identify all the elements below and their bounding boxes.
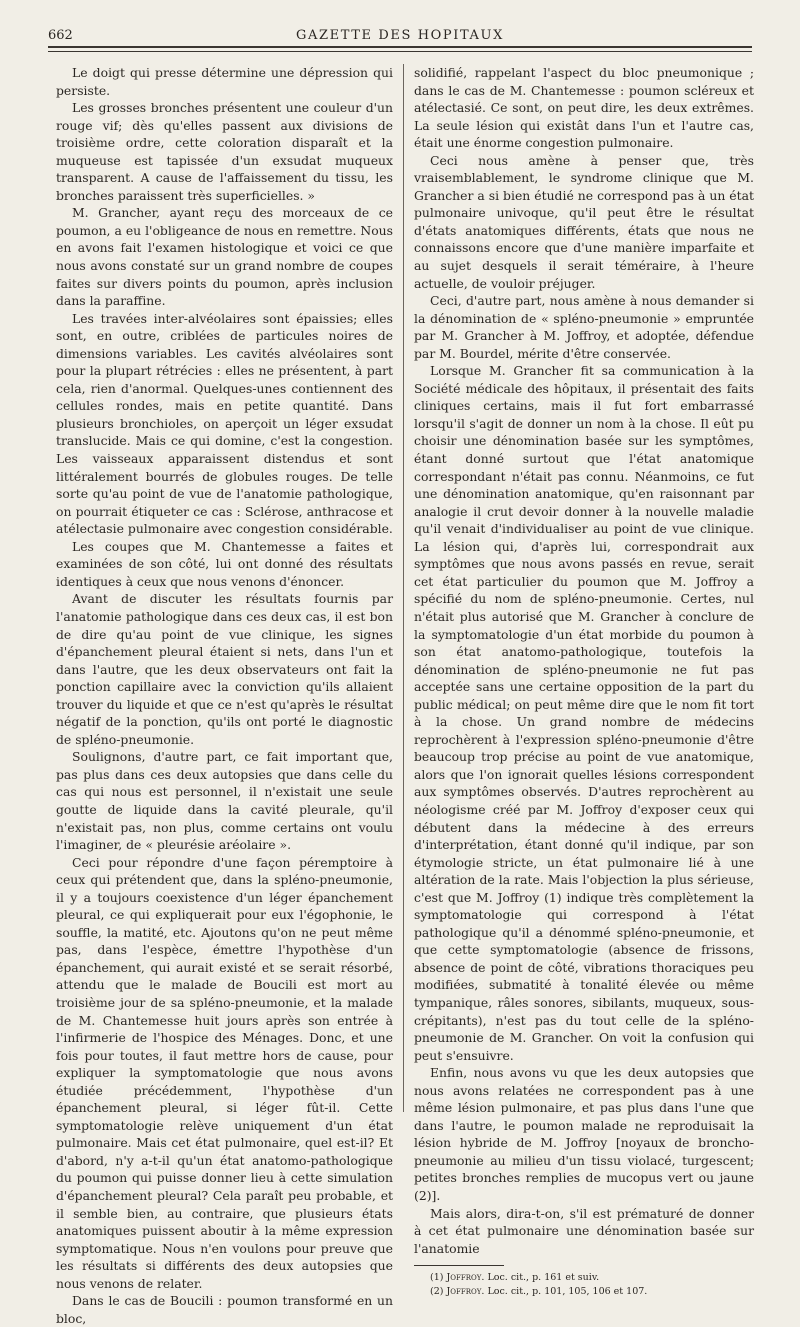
page-header <box>48 26 752 48</box>
header-rule <box>48 46 752 48</box>
footnote-reference: . Loc. cit., p. 161 et suiv. <box>481 1272 600 1284</box>
paragraph: M. Grancher, ayant reçu des morceaux de ce poumon, a eu l'obligeance de nous en remettre. Nous en avons fait l'examen histologique et voici ce que nous avons constaté sur un grand nombre de coupes faites sur divers points du poumon, après inclusion dans la paraffine. <box>56 205 393 309</box>
footnote-marker: (1) <box>430 1272 444 1284</box>
paragraph: Ceci nous amène à penser que, très vraisemblablement, le syndrome clinique que M. Grancher a si bien étudié ne correspond pas à un état pulmonaire univoque, qu'il peut être le résultat d'états anatomiques différents, états que nous ne connaissons encore que d'une manière imparfaite et au sujet desquels il serait téméraire, à l'heure actuelle, de vouloir préjuger. <box>414 152 754 291</box>
footnote-marker: (2) <box>430 1285 444 1297</box>
paragraph: Mais alors, dira-t-on, s'il est prématuré de donner à cet état pulmonaire une dénomination basée sur l'anatomie <box>414 1205 754 1256</box>
paragraph: Lorsque M. Grancher fit sa communication à la Société médicale des hôpitaux, il présentait des faits cliniques certains, mais il fut fort embarrassé lorsqu'il s'agit de donner un nom à la chose. Il eût pu choisir une dénomination basée sur les symptômes, étant donné surtout que l'état anatomique correspondant n'était pas connu. Néanmoins, ce fut une dénomination anatomique, qu'en raisonnant par analogie il crut devoir donner à la nouvelle maladie qu'il venait d'individualiser au point de vue clinique. La lésion qui, d'après lui, correspondrait aux symptômes que nous avons passés en revue, serait cet état particulier du poumon que M. Joffroy a spécifié du nom de spléno-pneumonie. Certes, nul n'était plus autorisé que M. Grancher à conclure de la symptomatologie d'un état morbide du poumon à son état anatomo-pathologique, toutefois la dénomination de spléno-pneumonie ne fut pas acceptée sans une certaine opposition de la part du public médical; on peut même dire que le nom fit tort à la chose. Un grand nombre de médecins reprochèrent à l'expression spléno-pneumonie d'être beaucoup trop précise au point de vue anatomique, alors que l'on ignorait quelles lésions correspondent aux symptômes observés. D'autres reprochèrent au néologisme créé par M. Joffroy d'exposer ceux qui débutent dans la médecine à des erreurs d'interprétation, étant donné qu'il indique, par son étymologie stricte, un état pulmonaire lié à une altération de la rate. Mais l'objection la plus sérieuse, c'est que M. Joffroy (1) indique très complètement la symptomatologie qui correspond à l'état pathologique qu'il a dénommé spléno-pneumonie, et que cette symptomatologie (absence de frissons, absence de point de côté, vibrations thoraciques peu modifiées, submatité à tonalité élevée ou même tympanique, râles sonores, sibilants, muqueux, sous-crépitants), n'est pas du tout celle de la spléno-pneumonie de M. Grancher. On voit la confusion qui peut s'ensuivre. <box>414 363 754 1063</box>
left-column <box>56 64 393 1327</box>
column-divider <box>403 64 404 1112</box>
paragraph: Le doigt qui presse détermine une dépression qui persiste. <box>56 65 393 98</box>
paragraph: solidifié, rappelant l'aspect du bloc pneumonique ; dans le cas de M. Chantemesse : poumon scléreux et atélectasié. Ce sont, on peut dire, les deux extrêmes. La seule lésion qui existât dans l'un et l'autre cas, était une énorme congestion pulmonaire. <box>414 65 754 151</box>
paragraph: Les coupes que M. Chantemesse a faites et examinées de son côté, lui ont donné des résultats identiques à ceux que nous venons d'énoncer. <box>56 538 393 589</box>
footnote <box>414 1271 754 1285</box>
header-rule-thin <box>48 51 752 52</box>
footnote-author: Joffroy <box>446 1272 482 1284</box>
paragraph: Ceci pour répondre d'une façon péremptoire à ceux qui prétendent que, dans la spléno-pneumonie, il y a toujours coexistence d'un léger épanchement pleural, ce qui expliquerait pour eux l'égophonie, le souffle, la matité, etc. Ajoutons qu'on ne peut même pas, dans l'espèce, émettre l'hypothèse d'un épanchement, qui aurait existé et se serait résorbé, attendu que le malade de Boucili est mort au troisième jour de sa spléno-pneumonie, et la malade de M. Chantemesse huit jours après son entrée à l'infirmerie de l'hospice des Ménages. Donc, et une fois pour toutes, il faut mettre hors de cause, pour expliquer la symptomatologie que nous avons étudiée précédemment, l'hypothèse d'un épanchement pleural, si léger fût-il. Cette symptomatologie relève uniquement d'un état pulmonaire. Mais cet état pulmonaire, quel est-il? Et d'abord, n'y a-t-il qu'un état anatomo-pathologique du poumon qui puisse donner lieu à cette simulation d'épanchement pleural? Cela paraît peu probable, et il semble bien, au contraire, que plusieurs états anatomiques puissent aboutir à la même expression symptomatique. Nous n'en voulons pour preuve que les résultats si différents des deux autopsies que nous venons de relater. <box>56 854 393 1291</box>
paragraph: Enfin, nous avons vu que les deux autopsies que nous avons relatées ne correspondent pas à une même lésion pulmonaire, et pas plus dans l'une que dans l'autre, le poumon malade ne reproduisait la lésion hybride de M. Joffroy [noyaux de broncho-pneumonie au milieu d'un tissu violacé, turgescent; petites bronches remplies de mucopus vert ou jaune (2)]. <box>414 1065 754 1203</box>
journal-title: GAZETTE DES HOPITAUX <box>296 28 504 43</box>
paragraph: Avant de discuter les résultats fournis par l'anatomie pathologique dans ces deux cas, il est bon de dire qu'au point de vue clinique, les signes d'épanchement pleural étaient si nets, dans l'un et dans l'autre, que les deux observateurs ont fait la ponction capillaire avec la conviction qu'ils allaient trouver du liquide et que ce n'est qu'après le résultat négatif de la ponction, qu'ils ont porté le diagnostic de spléno-pneumonie. <box>56 591 393 747</box>
paragraph: Les travées inter-alvéolaires sont épaissies; elles sont, en outre, criblées de particules noires de dimensions variables. Les cavités alvéolaires sont pour la plupart rétrécies : elles ne présentent, à part cela, rien d'anormal. Quelques-unes contiennent des cellules rondes, mais en petite quantité. Dans plusieurs bronchioles, on aperçoit un léger exsudat translucide. Mais ce qui domine, c'est la congestion. Les vaisseaux apparaissent distendus et sont littéralement bourrés de globules rouges. De telle sorte qu'au point de vue de l'anatomie pathologique, on pourrait étiqueter ce cas : Sclérose, anthracose et atélectasie pulmonaire avec congestion considérable. <box>56 310 393 537</box>
right-column <box>414 64 754 1298</box>
footnote-rule <box>414 1265 504 1266</box>
footnote <box>414 1285 754 1299</box>
paragraph: Dans le cas de Boucili : poumon transformé en un bloc, <box>56 1293 393 1326</box>
footnote-author: Joffroy <box>446 1285 482 1297</box>
paragraph: Ceci, d'autre part, nous amène à nous demander si la dénomination de « spléno-pneumonie » empruntée par M. Grancher à M. Joffroy, et adoptée, défendue par M. Bourdel, mérite d'être conservée. <box>414 293 754 361</box>
page-number: 662 <box>48 28 73 43</box>
footnote-reference: . Loc. cit., p. 101, 105, 106 et 107. <box>481 1285 648 1297</box>
paragraph: Soulignons, d'autre part, ce fait important que, pas plus dans ces deux autopsies que dans celle du cas qui nous est personnel, il n'existait une seule goutte de liquide dans la cavité pleurale, qu'il n'existait pas, non plus, comme certains ont voulu l'imaginer, de « pleurésie aréolaire ». <box>56 749 393 853</box>
paragraph: Les grosses bronches présentent une couleur d'un rouge vif; dès qu'elles passent aux divisions de troisième ordre, cette coloration disparaît et la muqueuse est tapissée d'un exsudat muqueux transparent. A cause de l'affaissement du tissu, les bronches paraissent très superficielles. » <box>56 100 393 203</box>
